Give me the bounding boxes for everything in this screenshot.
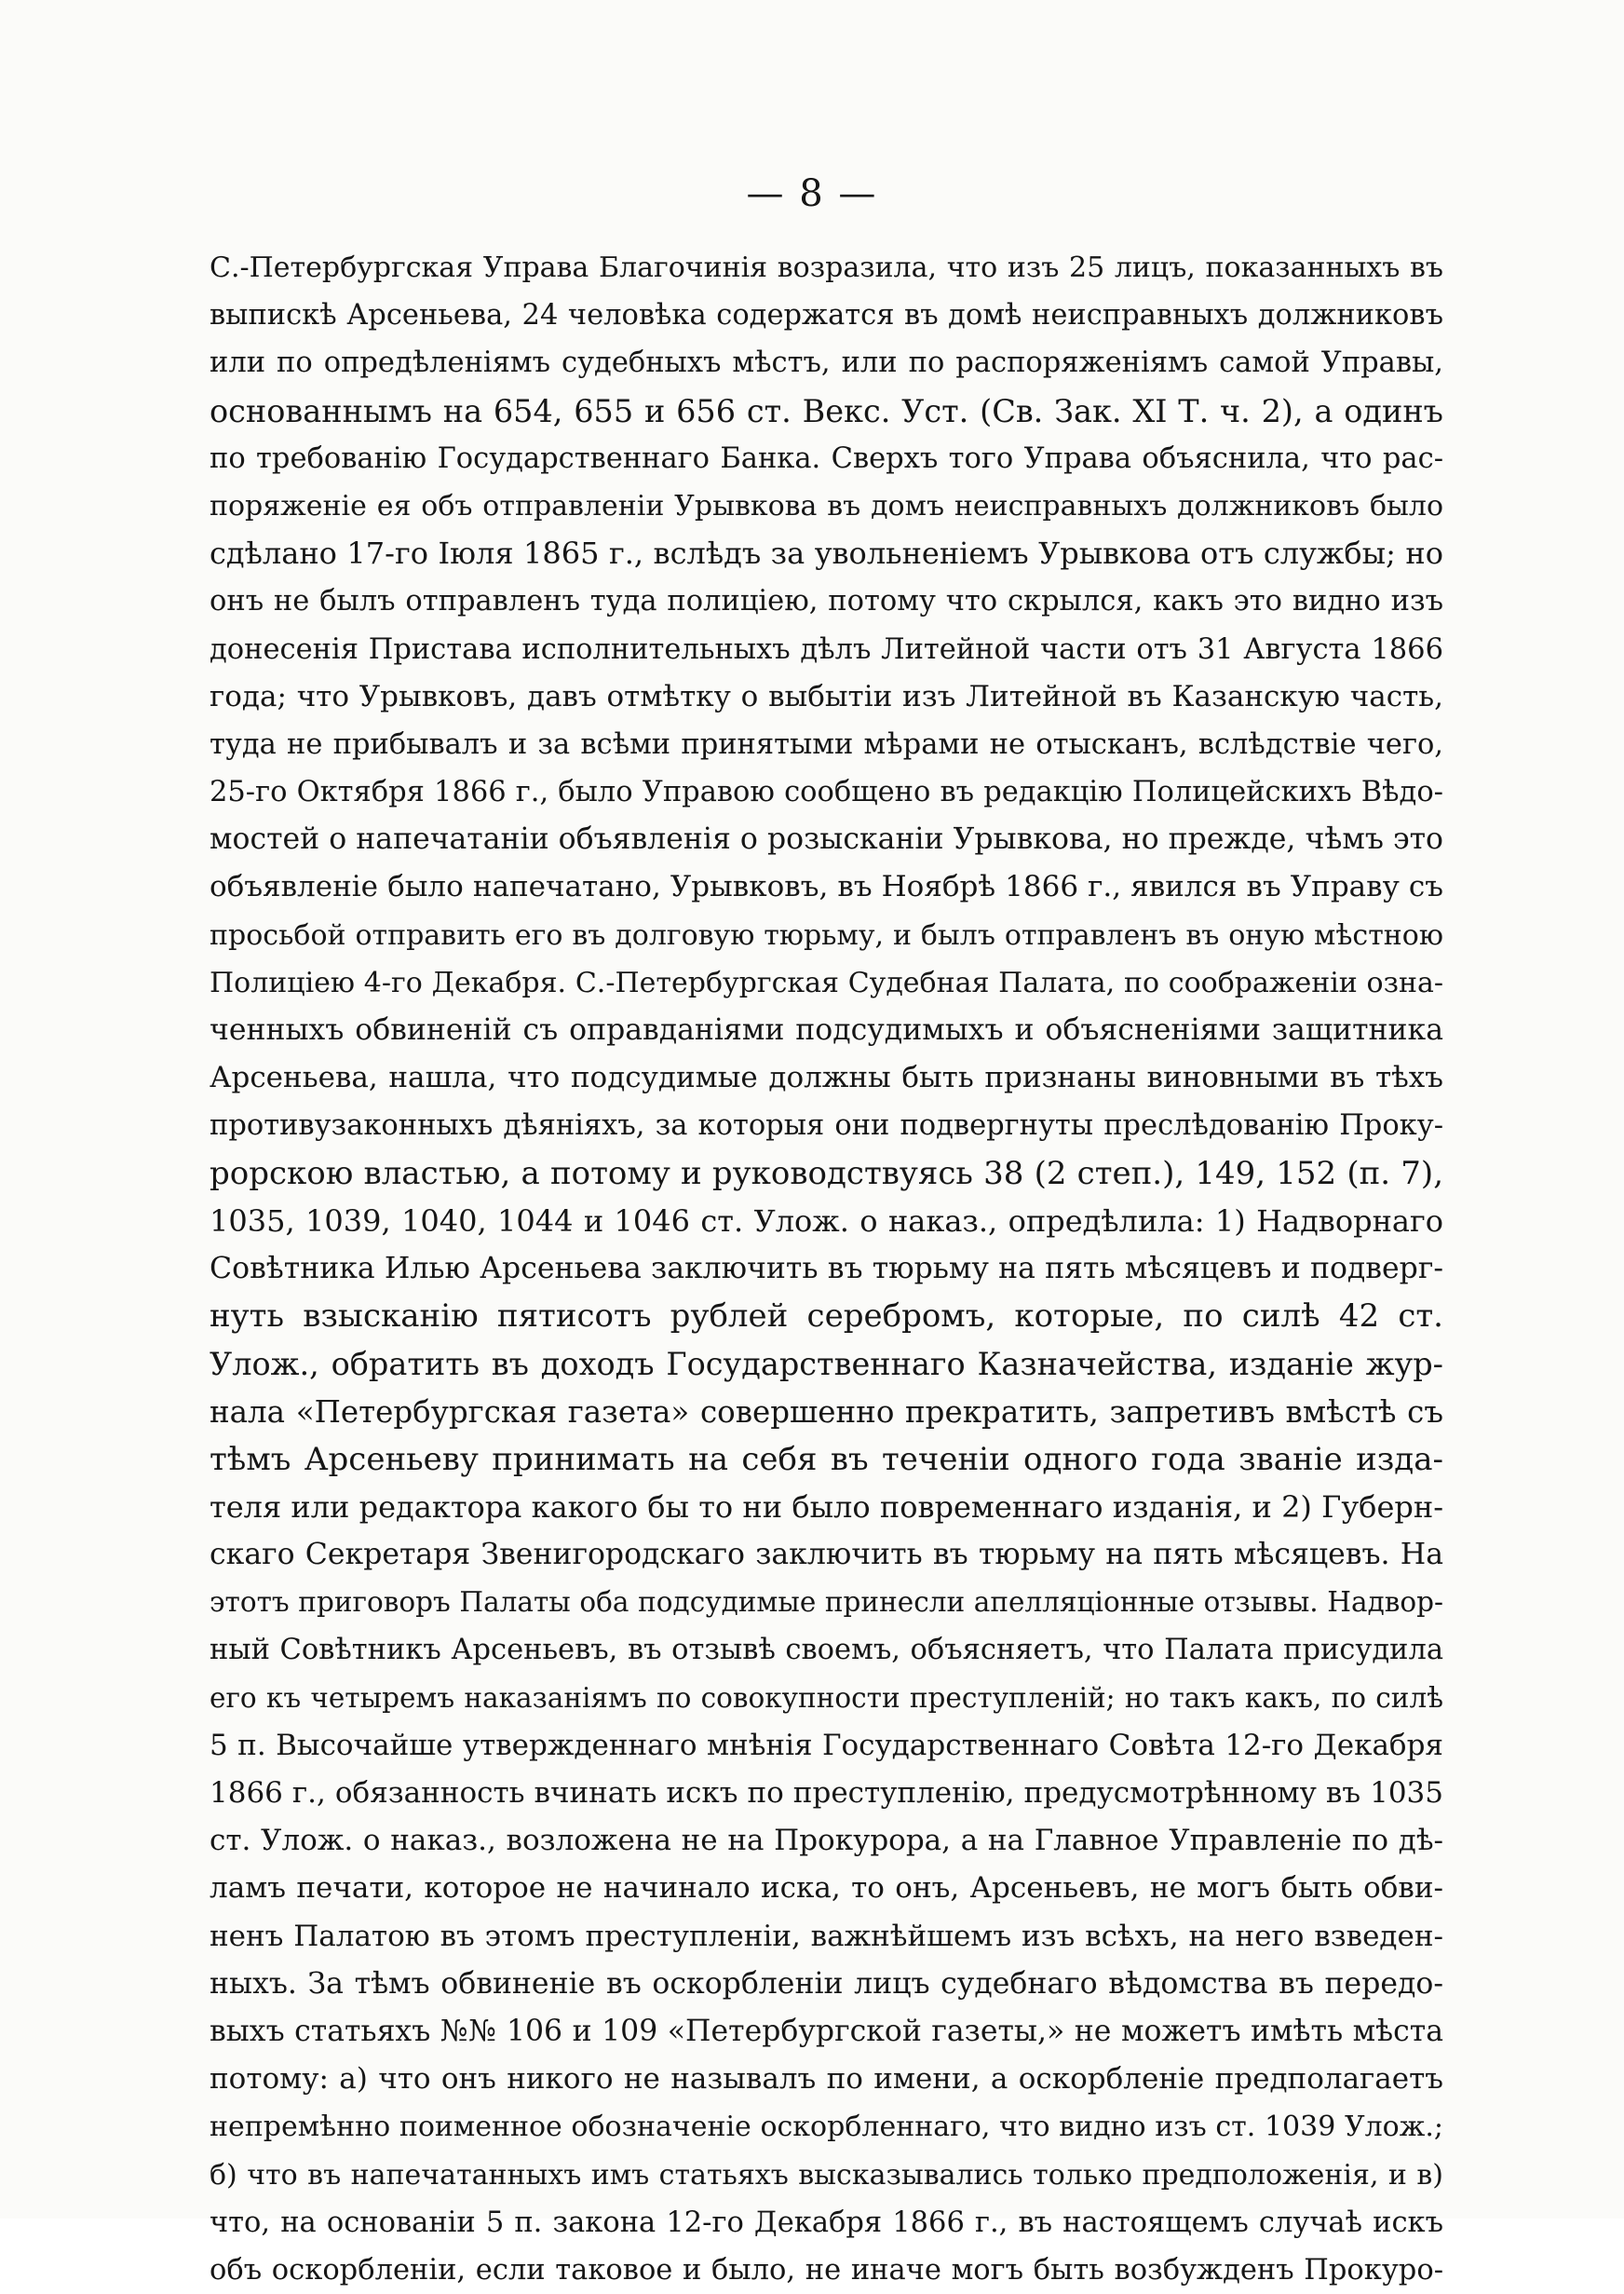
text-line: сдѣлано 17-го Іюля 1865 г., вслѣдъ за увольненіемъ Урывкова отъ службы; но [210, 536, 1443, 572]
text-line: скаго Секретаря Звенигородскаго заключить въ тюрьму на пять мѣсяцевъ. На [210, 1538, 1443, 1572]
text-line: Полиціею 4-го Декабря. С.-Петербургская Судебная Палата, по соображеніи озна- [210, 966, 1443, 999]
text-line: поряженіе ея объ отправленіи Урывкова въ домъ неисправныхъ должниковъ было [210, 489, 1443, 523]
text-line: основаннымъ на 654, 655 и 656 ст. Векс. Уст. (Св. Зак. XI Т. ч. 2), а одинъ [210, 392, 1443, 429]
text-line: С.-Петербургская Управа Благочинія возразила, что изъ 25 лицъ, показанныхъ въ [210, 251, 1443, 284]
text-line: нала «Петербургская газета» совершенно прекратить, запретивъ вмѣстѣ съ [210, 1393, 1443, 1430]
body-text [210, 244, 1443, 2294]
text-line: 1035, 1039, 1040, 1044 и 1046 ст. Улож. о наказ., опредѣлила: 1) Надворнаго [210, 1202, 1443, 1239]
text-line: онъ не былъ отправленъ туда полиціею, потому что скрылся, какъ это видно изъ [210, 585, 1443, 618]
text-line: противузаконныхъ дѣяніяхъ, за которыя они подвергнуты преслѣдованію Проку- [210, 1109, 1443, 1143]
text-line: ненъ Палатою въ этомъ преступленіи, важнѣйшемъ изъ всѣхъ, на него взведен- [210, 1919, 1443, 1953]
text-line: рорскою властью, а потому и руководствуясь 38 (2 степ.), 149, 152 (п. 7), [210, 1154, 1443, 1192]
text-line: тѣмъ Арсеньеву принимать на себя въ теченіи одного года званіе изда- [210, 1440, 1443, 1478]
text-line: теля или редактора какого бы то ни было повременнаго изданія, и 2) Губерн- [210, 1488, 1443, 1525]
page-number: — 8 — [746, 172, 878, 215]
text-line: нуть взысканію пятисотъ рублей серебромъ, которые, по силѣ 42 ст. [210, 1297, 1443, 1336]
text-line: ный Совѣтникъ Арсеньевъ, въ отзывѣ своемъ, объясняетъ, что Палата присудила [210, 1634, 1443, 1667]
text-line: выхъ статьяхъ №№ 106 и 109 «Петербургской газеты,» не можетъ имѣть мѣста [210, 2014, 1443, 2048]
text-line: его къ четыремъ наказаніямъ по совокупности преступленій; но такъ какъ, по силѣ [210, 1681, 1443, 1714]
text-line: ламъ печати, которое не начинало иска, то онъ, Арсеньевъ, не могъ быть обви- [210, 1871, 1443, 1906]
text-line: выпискѣ Арсеньева, 24 человѣка содержатся въ домѣ неисправныхъ должниковъ [210, 299, 1443, 333]
text-line: ченныхъ обвиненій съ оправданіями подсудимыхъ и объясненіями защитника [210, 1013, 1443, 1047]
text-line: что, на основаніи 5 п. закона 12-го Декабря 1866 г., въ настоящемъ случаѣ искъ [210, 2206, 1443, 2239]
text-line: Арсеньева, нашла, что подсудимые должны быть признаны виновными въ тѣхъ [210, 1061, 1443, 1095]
text-line: объявленіе было напечатано, Урывковъ, въ Ноябрѣ 1866 г., явился въ Управу съ [210, 870, 1443, 904]
text-line: объ оскорбленіи, если таковое и было, не иначе могъ быть возбужденъ Прокуро- [210, 2253, 1443, 2287]
text-line: непремѣнно поименное обозначеніе оскорбленнаго, что видно изъ ст. 1039 Улож.; [210, 2111, 1443, 2144]
text-line: этотъ приговоръ Палаты оба подсудимые принесли апелляціонные отзывы. Надвор- [210, 1586, 1443, 1619]
text-line: туда не прибывалъ и за всѣми принятыми мѣрами не отысканъ, вслѣдствіе чего, [210, 727, 1443, 761]
text-line: 25-го Октября 1866 г., было Управою сообщено въ редакцію Полицейскихъ Вѣдо- [210, 776, 1443, 809]
text-line: 5 п. Высочайше утвержденнаго мнѣнія Государственнаго Совѣта 12-го Декабря [210, 1728, 1443, 1762]
text-line: по требованію Государственнаго Банка. Сверхъ того Управа объяснила, что рас- [210, 441, 1443, 475]
text-line: или по опредѣленіямъ судебныхъ мѣстъ, или по распоряженіямъ самой Управы, [210, 346, 1443, 380]
text-line: года; что Урывковъ, давъ отмѣтку о выбытіи изъ Литейной въ Казанскую часть, [210, 679, 1443, 713]
text-line: 1866 г., обязанность вчинать искъ по преступленію, предусмотрѣнному въ 1035 [210, 1776, 1443, 1810]
text-line: потому: а) что онъ никого не называлъ по имени, а оскорбленіе предполагаетъ [210, 2062, 1443, 2097]
text-line: ст. Улож. о наказ., возложена не на Прокурора, а на Главное Управленіе по дѣ- [210, 1824, 1443, 1858]
text-line: Совѣтника Илью Арсеньева заключить въ тюрьму на пять мѣсяцевъ и подверг- [210, 1251, 1443, 1285]
text-line: донесенія Пристава исполнительныхъ дѣлъ Литейной части отъ 31 Августа 1866 [210, 632, 1443, 666]
text-line: просьбой отправить его въ долговую тюрьму, и былъ отправленъ въ оную мѣстною [210, 918, 1443, 952]
text-line: ныхъ. За тѣмъ обвиненіе въ оскорбленіи лицъ судебнаго вѣдомства въ передо- [210, 1966, 1443, 2001]
text-line: мостей о напечатаніи объявленія о розысканіи Урывкова, но прежде, чѣмъ это [210, 822, 1443, 857]
text-line: б) что въ напечатанныхъ имъ статьяхъ высказывались только предположенія, и в) [210, 2158, 1443, 2192]
text-line: Улож., обратить въ доходъ Государственнаго Казначейства, изданіе жур- [210, 1346, 1443, 1383]
